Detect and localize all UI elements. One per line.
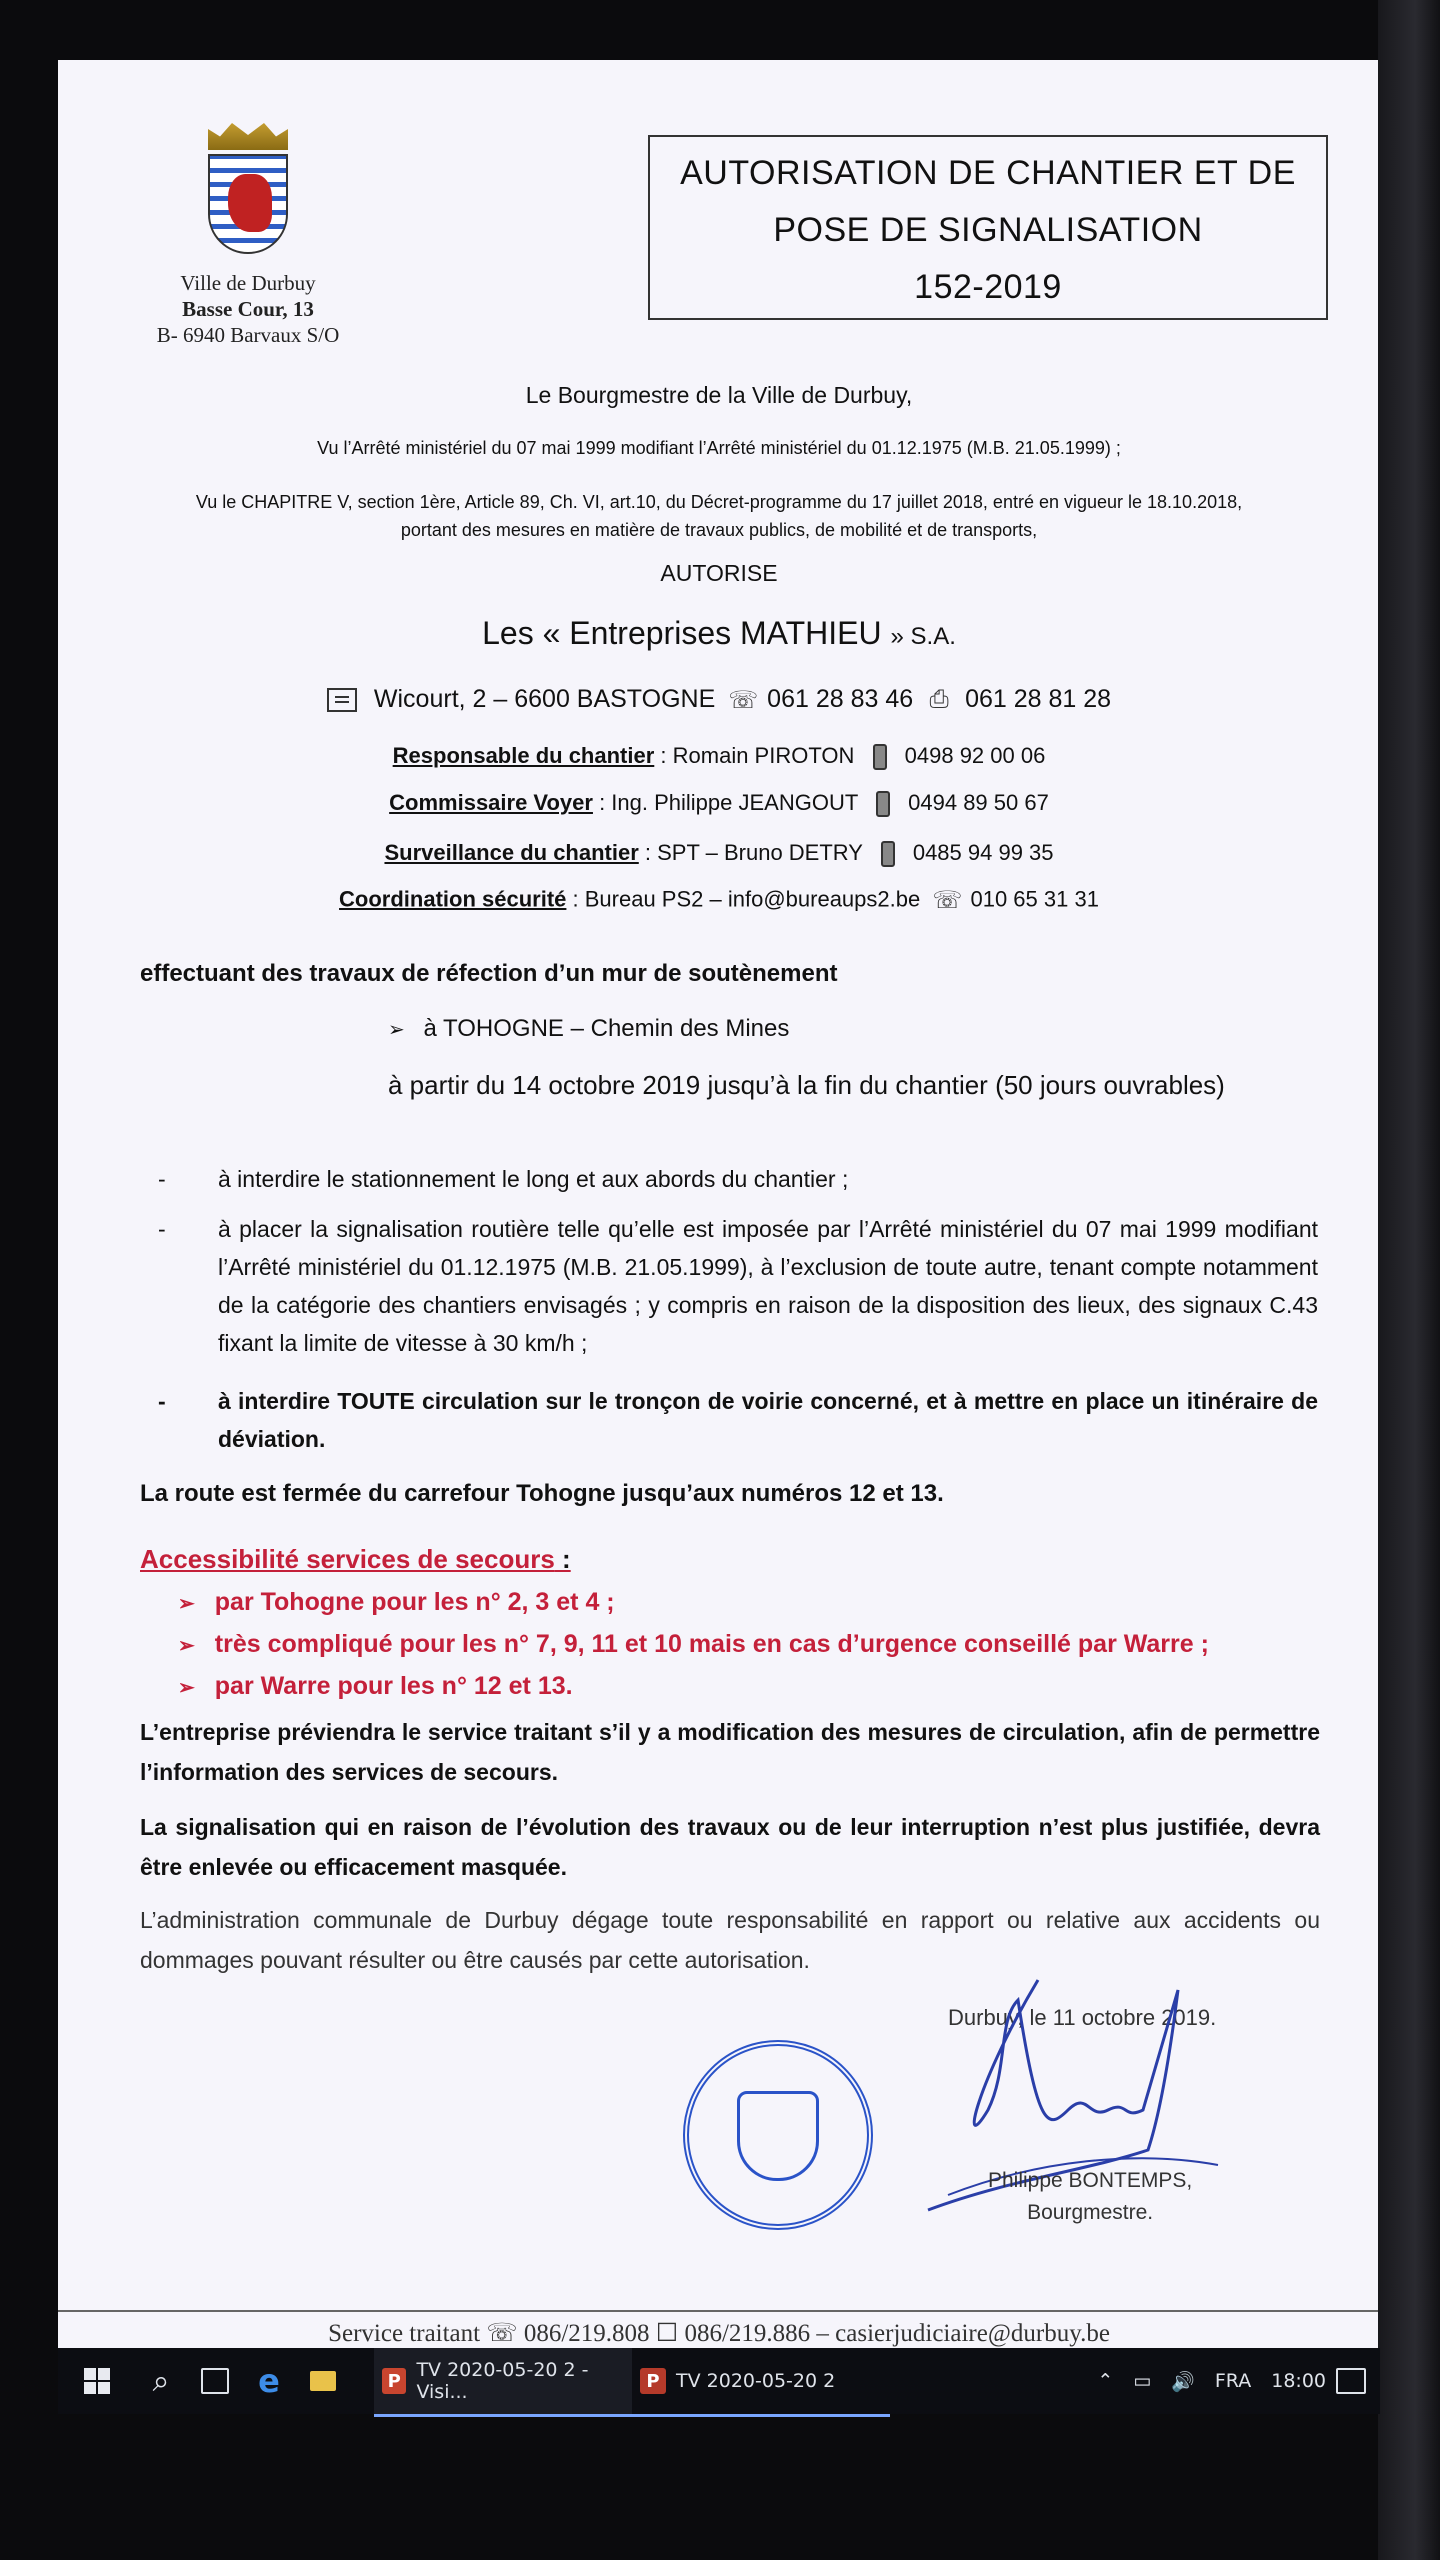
- legal-reference-2: [58, 488, 1380, 544]
- works-description: effectuant des travaux de réfection d’un mur de soutènement: [140, 960, 838, 987]
- works-location-text: à TOHOGNE – Chemin des Mines: [423, 1015, 790, 1042]
- contact-phone: 010 65 31 31: [970, 886, 1099, 912]
- taskbar-app-label: TV 2020-05-20 2: [676, 2370, 836, 2392]
- contact-label: Surveillance du chantier: [384, 840, 639, 865]
- company-prefix: Les «: [482, 615, 561, 651]
- powerpoint-icon: P: [640, 2368, 666, 2394]
- address-line-1: Basse Cour, 13: [182, 297, 314, 321]
- access-colon: :: [554, 1544, 571, 1574]
- contact-row: [58, 886, 1380, 915]
- windows-taskbar: [58, 2348, 1380, 2414]
- edge-browser-icon[interactable]: e: [258, 2362, 280, 2400]
- company-suffix: » S.A.: [890, 623, 956, 650]
- contact-value: : SPT – Bruno DETRY: [644, 840, 863, 865]
- contact-value: : Romain PIROTON: [660, 743, 855, 768]
- signature-date: Durbuy, le 11 octobre 2019.: [948, 2005, 1217, 2030]
- works-location: [388, 1015, 789, 1043]
- taskbar-app-label: TV 2020-05-20 2 - Visi...: [416, 2359, 589, 2403]
- signatory-role: Bourgmestre.: [1027, 2201, 1154, 2224]
- address-line-2: B- 6940 Barvaux S/O: [156, 323, 340, 347]
- mobile-phone-icon: [881, 841, 895, 867]
- measure-item: - à interdire TOUTE circulation sur le tronçon de voirie concerné, et à mettre en place un itinéraire de déviation.: [158, 1388, 1318, 1452]
- works-period: à partir du 14 octobre 2019 jusqu’à la fin du chantier (50 jours ouvrables): [388, 1070, 1225, 1100]
- measure-text: à interdire TOUTE circulation sur le tronçon de voirie concerné, et à mettre en place un itinéraire de déviation.: [218, 1388, 1318, 1452]
- volume-icon[interactable]: 🔊: [1171, 2370, 1195, 2393]
- windows-logo-icon: [84, 2368, 110, 2394]
- official-seal-stamp: [683, 2040, 873, 2230]
- municipality-name: Ville de Durbuy: [180, 271, 316, 295]
- access-title: Accessibilité services de secours: [140, 1544, 555, 1574]
- access-heading: [140, 1544, 571, 1575]
- autorise-heading: AUTORISE: [660, 560, 778, 586]
- signatory-name: Philippe BONTEMPS,: [988, 2169, 1193, 2192]
- contact-label: Coordination sécurité: [339, 886, 567, 912]
- measure-text: à interdire le stationnement le long et aux abords du chantier ;: [218, 1166, 849, 1192]
- battery-icon[interactable]: ▭: [1133, 2370, 1152, 2392]
- monitor-bezel: [1378, 0, 1440, 2560]
- fax-icon: ⎙: [929, 686, 949, 714]
- company-address: Wicourt, 2 – 6600 BASTOGNE: [373, 685, 716, 713]
- notification-icon[interactable]: [1336, 2368, 1366, 2394]
- contact-phone: 0494 89 50 67: [908, 790, 1049, 815]
- contact-row: [58, 790, 1380, 817]
- footer-contact: Service traitant ☏ 086/219.808 ☐ 086/219.886 – casierjudiciaire@durbuy.be: [328, 2320, 1110, 2347]
- company-contact-line: [58, 685, 1380, 715]
- start-button[interactable]: [66, 2348, 128, 2414]
- clock[interactable]: 18:00: [1271, 2370, 1326, 2392]
- mobile-phone-icon: [873, 744, 887, 770]
- file-explorer-icon[interactable]: [298, 2348, 348, 2414]
- company-fax: 061 28 81 28: [965, 685, 1112, 713]
- access-item-text: par Warre pour les n° 12 et 13.: [214, 1672, 573, 1700]
- measure-item: - à placer la signalisation routière telle qu’elle est imposée par l’Arrêté ministériel du 07 mai 1999 modifiant l’Arrêté ministériel du 01.12.1975 (M.B. 21.05.1999), à l’exclusion de toute autre, tenant compte notamment de la catégorie des chantiers envisagés ; y compris en raison de la disposition des lieux, des signaux C.43 fixant la limite de vitesse à 30 km/h ;: [158, 1216, 1318, 1356]
- title-box: [648, 135, 1328, 320]
- phone-icon: ☏: [932, 887, 963, 914]
- measure-text: à placer la signalisation routière telle qu’elle est imposée par l’Arrêté ministériel du 07 mai 1999 modifiant l’Arrêté ministériel du 01.12.1975 (M.B. 21.05.1999), à l’exclusion de toute autre, tenant compte notamment de la catégorie des chantiers envisagés ; y compris en raison de la disposition des lieux, des signaux C.43 fixant la limite de vitesse à 30 km/h ;: [218, 1216, 1318, 1356]
- arrow-bullet-icon: ➢: [178, 1635, 195, 1657]
- document-page: [58, 60, 1380, 2350]
- arrow-bullet-icon: ➢: [178, 1677, 195, 1699]
- contact-phone: 0485 94 99 35: [912, 840, 1054, 865]
- signatory: [988, 2165, 1192, 2229]
- company-name-line: [58, 615, 1380, 652]
- contact-value: : Ing. Philippe JEANGOUT: [599, 790, 858, 815]
- footer-divider: [58, 2310, 1380, 2312]
- arrow-bullet-icon: ➢: [178, 1593, 195, 1615]
- durbuy-crest-logo: [178, 120, 318, 254]
- access-item: [178, 1630, 1318, 1659]
- system-tray: [1087, 2348, 1380, 2414]
- taskbar-app-document[interactable]: [632, 2348, 890, 2417]
- legal-reference-2b: portant des mesures en matière de travaux publics, de mobilité et de transports,: [400, 520, 1038, 540]
- powerpoint-icon: P: [382, 2368, 406, 2394]
- search-icon[interactable]: ⌕: [152, 2363, 170, 2399]
- language-indicator[interactable]: FRA: [1214, 2370, 1252, 2392]
- measure-item: - à interdire le stationnement le long et aux abords du chantier ;: [158, 1166, 849, 1192]
- arrow-bullet-icon: ➢: [388, 1019, 405, 1041]
- contact-value: : Bureau PS2 – info@bureaups2.be: [572, 886, 921, 912]
- contact-row: [58, 743, 1380, 770]
- letter-icon: [327, 688, 357, 712]
- access-item: [178, 1588, 1318, 1617]
- access-item: [178, 1672, 1318, 1701]
- mobile-phone-icon: [876, 791, 890, 817]
- access-list: [178, 1588, 1318, 1714]
- access-item-text: très compliqué pour les n° 7, 9, 11 et 10 mais en cas d’urgence conseillé par Warre ;: [214, 1630, 1209, 1658]
- title-line-2: POSE DE SIGNALISATION: [773, 211, 1203, 249]
- liability-paragraph: L’administration communale de Durbuy dégage toute responsabilité en rapport ou relative aux accidents ou dommages pouvant résulter ou être causés par cette autorisation.: [140, 1907, 1320, 1973]
- contact-phone: 0498 92 00 06: [904, 743, 1046, 768]
- notice-paragraph: La signalisation qui en raison de l’évolution des travaux ou de leur interruption n’est plus justifiée, devra être enlevée ou efficacement masquée.: [140, 1814, 1320, 1880]
- task-view-icon[interactable]: [190, 2348, 240, 2414]
- chevron-up-icon[interactable]: ⌃: [1097, 2370, 1114, 2392]
- bourgmestre-line: Le Bourgmestre de la Ville de Durbuy,: [525, 382, 913, 408]
- legal-reference-1: Vu l’Arrêté ministériel du 07 mai 1999 modifiant l’Arrêté ministériel du 01.12.1975 (M.B. 21.05.1999) ;: [317, 438, 1121, 458]
- municipality-address: [138, 270, 358, 348]
- company-phone: 061 28 83 46: [767, 685, 914, 713]
- phone-icon: ☏: [728, 686, 759, 714]
- contact-label: Responsable du chantier: [392, 743, 655, 768]
- contact-row: [58, 840, 1380, 867]
- company-name: Entreprises MATHIEU: [569, 615, 882, 651]
- legal-reference-2a: Vu le CHAPITRE V, section 1ère, Article 89, Ch. VI, art.10, du Décret-programme du 17 juillet 2018, entré en vigueur le 18.10.2018,: [195, 492, 1243, 512]
- notice-paragraph: L’entreprise préviendra le service traitant s’il y a modification des mesures de circulation, afin de permettre l’information des services de secours.: [140, 1719, 1320, 1785]
- access-item-text: par Tohogne pour les n° 2, 3 et 4 ;: [214, 1588, 615, 1616]
- title-line-1: AUTORISATION DE CHANTIER ET DE: [680, 154, 1296, 192]
- contact-label: Commissaire Voyer: [389, 790, 593, 815]
- taskbar-app-powerpoint-viewer[interactable]: [374, 2348, 632, 2417]
- route-closure-note: La route est fermée du carrefour Tohogne jusqu’aux numéros 12 et 13.: [140, 1480, 944, 1507]
- authorization-number: 152-2019: [914, 268, 1062, 306]
